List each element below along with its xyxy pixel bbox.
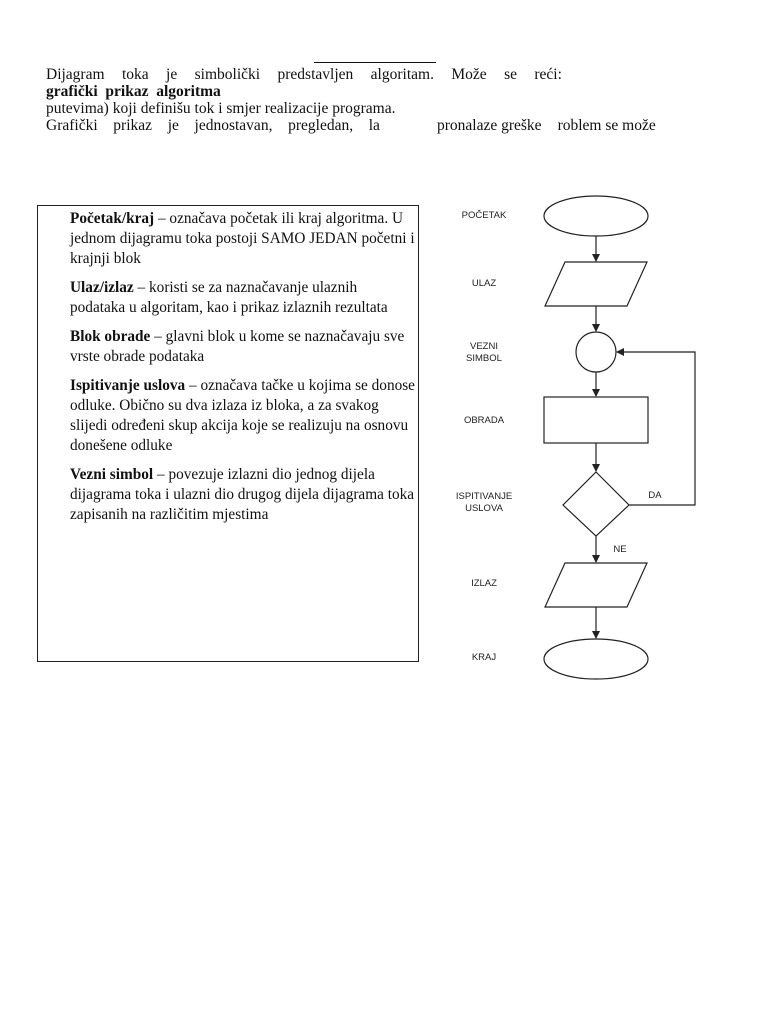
intro-word: Može	[451, 66, 487, 83]
label-connector-1: VEZNI	[470, 341, 498, 352]
input-parallelogram-shape	[545, 262, 647, 306]
legend-term: Blok obrade	[70, 328, 151, 345]
legend-desc: – glavni blok u kome se naznačavaju sve vrste obrade podataka	[70, 328, 405, 365]
intro-line-4-part-c: roblem se može	[557, 117, 656, 134]
process-rectangle-shape	[544, 397, 648, 443]
decision-diamond-shape	[563, 472, 629, 536]
intro-word: la	[368, 117, 380, 134]
intro-line-3: putevima) koji definišu tok i smjer realizacije programa.	[46, 100, 396, 117]
legend-desc: – označava tačke u kojima se donose odluke. Obično su dva izlaza iz bloka, a za svakog slijedi određeni skup akcija koje se realizuju na osnovu donešene odluke	[70, 377, 415, 454]
legend-desc: – povezuje izlazni dio jednog dijela dijagrama toka i ulazni dio drugog dijela dijagrama toka zapisanih na različitim mjestima	[70, 466, 415, 523]
label-decision-1: ISPITIVANJE	[455, 491, 513, 502]
label-yes: DA	[648, 490, 662, 501]
label-process: OBRADA	[463, 415, 505, 426]
intro-word: se	[504, 66, 517, 83]
intro-word: simbolički	[194, 66, 261, 83]
intro-word: pregledan,	[288, 117, 354, 134]
label-no: NE	[613, 544, 627, 555]
label-start: POČETAK	[461, 210, 507, 221]
intro-word: prikaz	[113, 117, 153, 134]
end-terminal-shape	[544, 639, 648, 679]
label-output: IZLAZ	[471, 578, 497, 589]
legend-term: Ispitivanje uslova	[70, 377, 186, 394]
label-connector-2: SIMBOL	[466, 353, 502, 364]
legend-term: Početak/kraj	[70, 210, 155, 227]
intro-word: Dijagram	[46, 66, 105, 83]
label-decision-2: USLOVA	[465, 503, 503, 514]
intro-word: je	[167, 117, 179, 134]
output-parallelogram-shape	[545, 563, 647, 607]
intro-word: je	[166, 66, 178, 83]
connector-circle-shape	[576, 332, 616, 372]
legend-term: Vezni simbol	[70, 466, 154, 483]
label-end: KRAJ	[471, 652, 497, 663]
label-input: ULAZ	[471, 278, 497, 289]
intro-word: algoritam.	[370, 66, 434, 83]
intro-line-4-part-b: pronalaze greške	[437, 117, 542, 134]
legend-desc: – koristi se za naznačavanje ulaznih podataka u algoritam, kao i prikaz izlaznih rezultata	[70, 279, 388, 316]
start-terminal-shape	[544, 196, 648, 236]
intro-word: Grafički	[46, 117, 98, 134]
legend-term: Ulaz/izlaz	[70, 279, 134, 296]
intro-word: predstavljen	[277, 66, 354, 83]
intro-word: toka	[121, 66, 149, 83]
intro-word: jednostavan,	[194, 117, 273, 134]
intro-word: reći:	[534, 66, 562, 83]
legend-desc: – označava početak ili kraj algoritma. U jednom dijagramu toka postoji SAMO JEDAN početni i krajnji blok	[70, 210, 415, 267]
intro-bold-phrase: grafički prikaz algoritma	[46, 83, 221, 100]
